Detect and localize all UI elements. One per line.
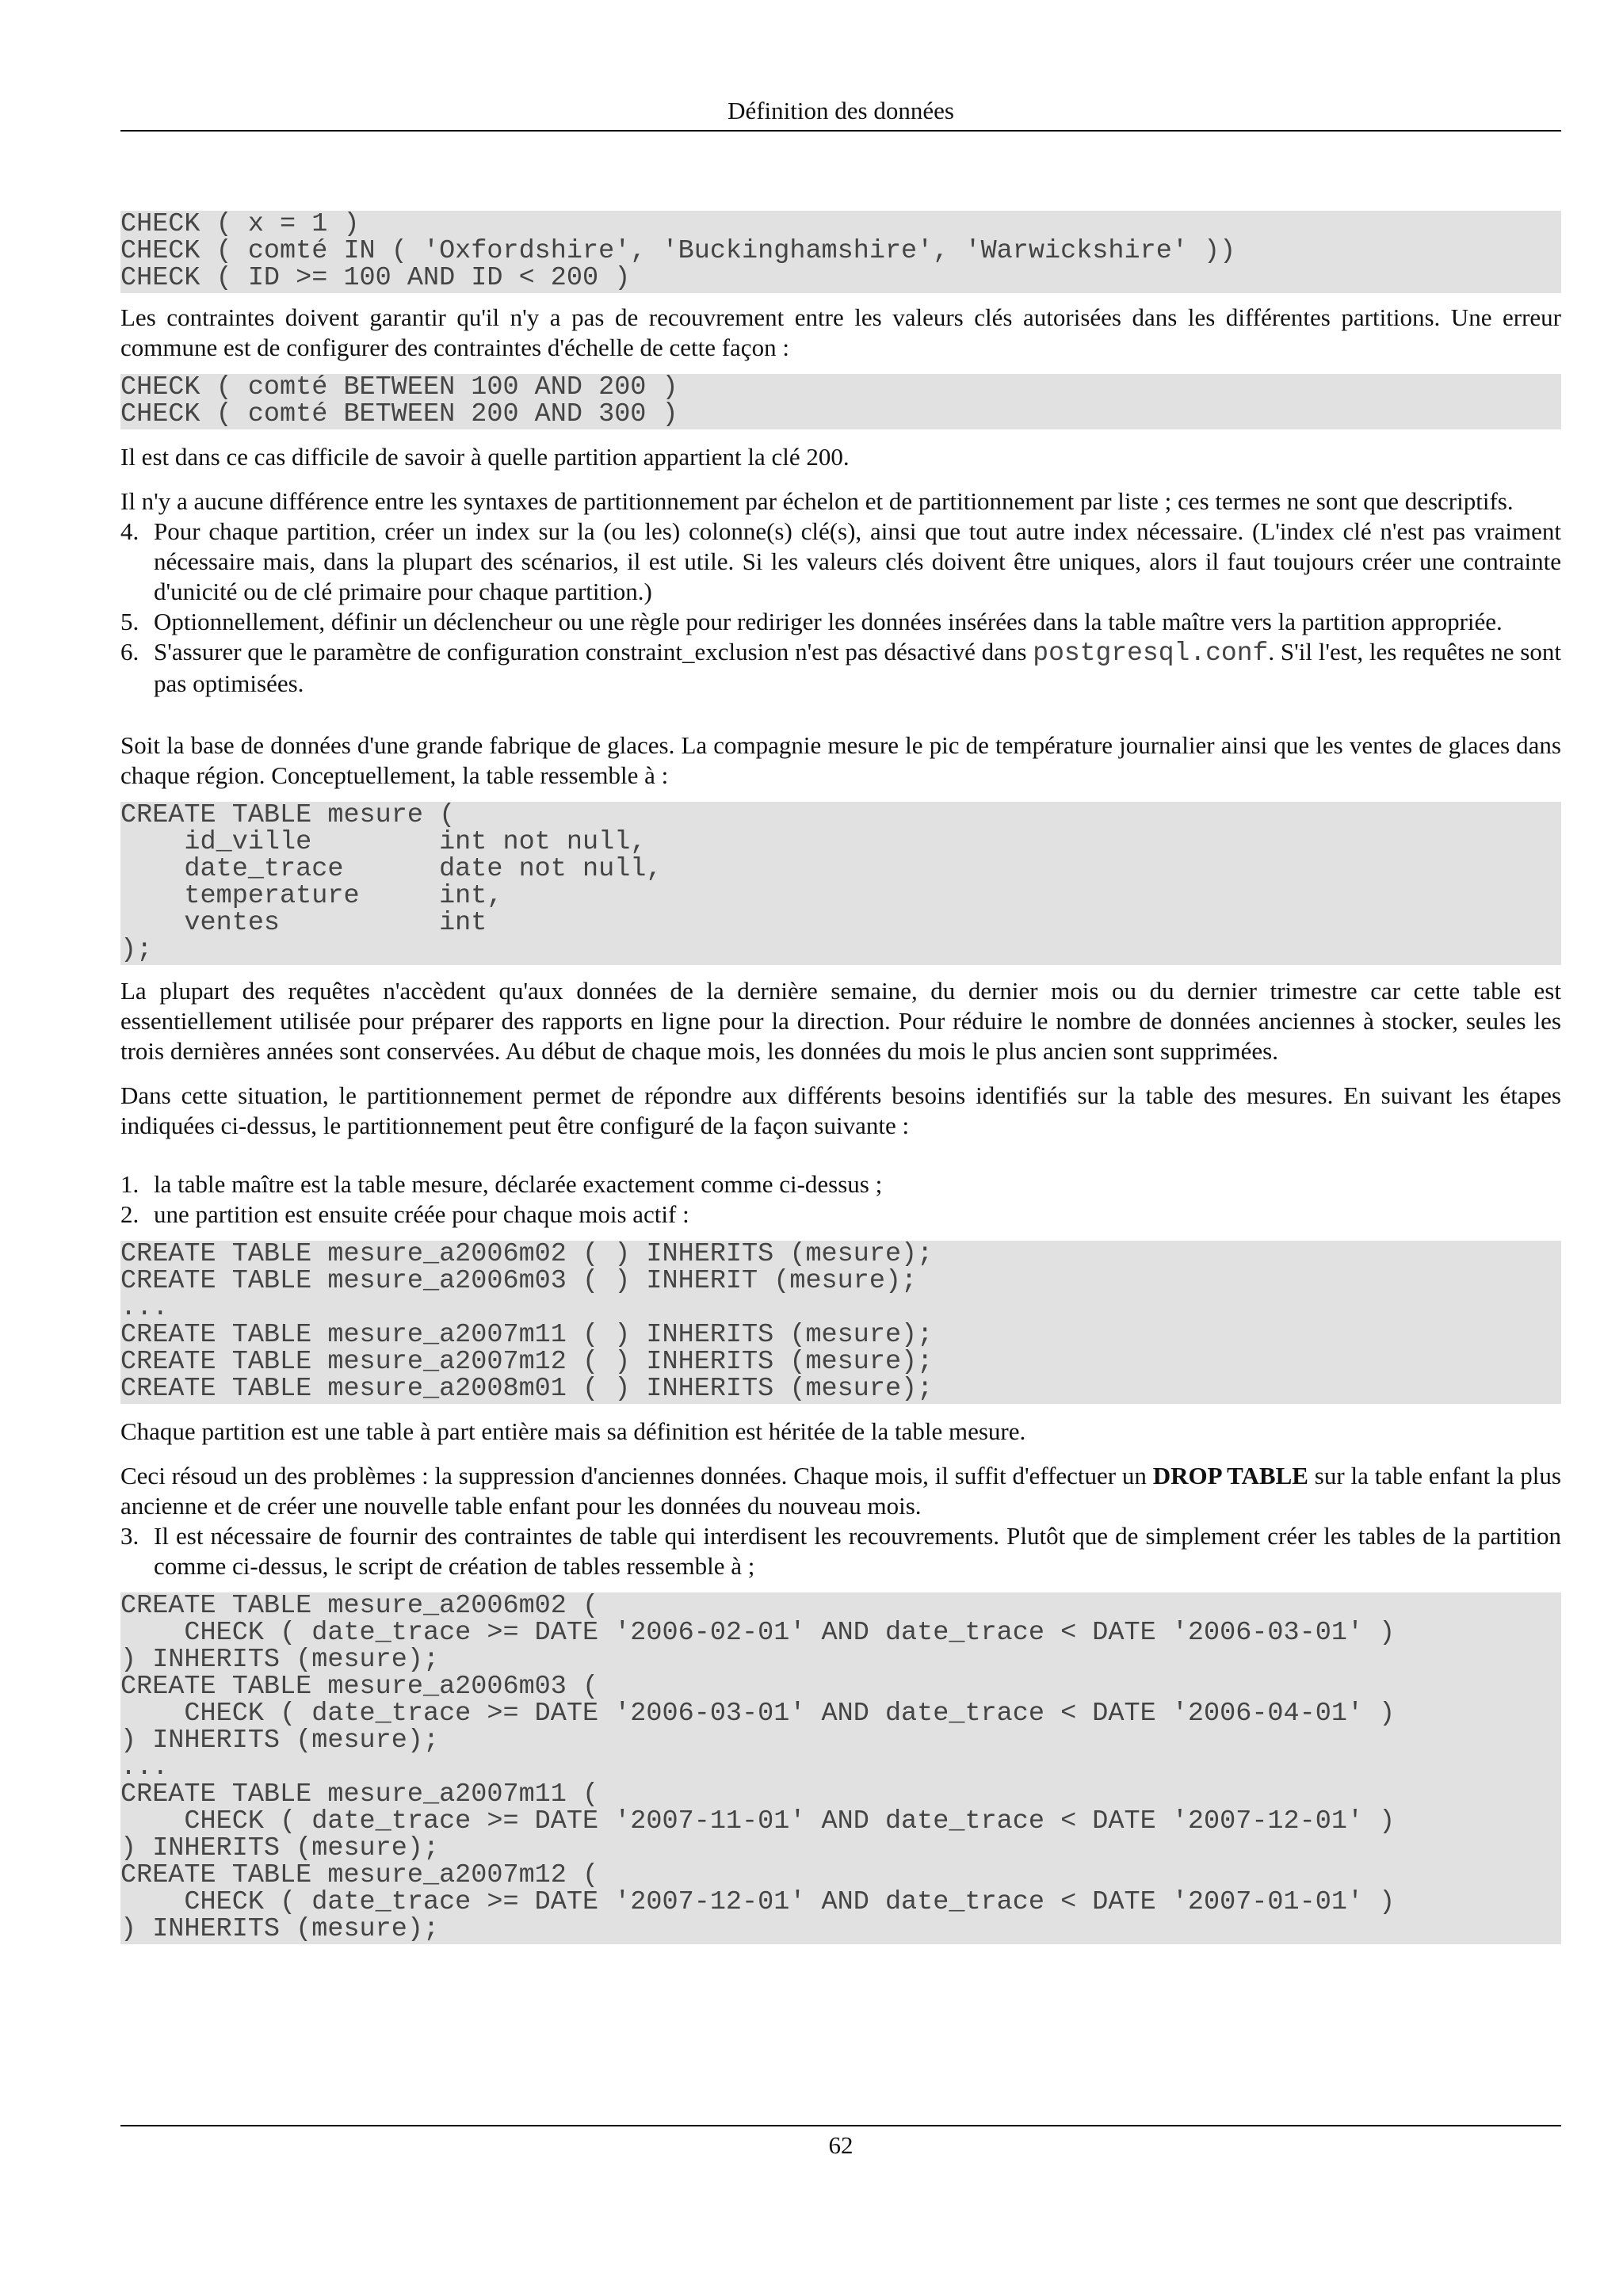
footer-rule xyxy=(120,2125,1561,2126)
steps-list-continued xyxy=(120,517,1561,699)
list-item-number: 3. xyxy=(120,1522,139,1550)
paragraph-ice-cream-example: Soit la base de données d'une grande fabrique de glaces. La compagnie mesure le pic de température journalier ainsi que les ventes de glaces dans chaque région. Conceptuellement, la table ressemble à : xyxy=(120,731,1561,789)
paragraph-overlap-warning: Les contraintes doivent garantir qu'il n'y a pas de recouvrement entre les valeurs clés autorisées dans les différentes partitions. Une erreur commune est de configurer des contraintes d'échelle de cette façon : xyxy=(120,303,1561,361)
list-item-text: une partition est ensuite créée pour chaque mois actif : xyxy=(154,1200,689,1228)
code-block-create-partitions: CREATE TABLE mesure_a2006m02 ( ) INHERITS (mesure); CREATE TABLE mesure_a2006m03 ( ) INHERIT (mesure); ... CREATE TABLE mesure_a2007m11 ( ) INHERITS (mesure); CREATE TABLE mesure_a2007m12 ( ) INHERITS (mesure); CREATE TABLE mesure_a2008m01 ( ) INHERITS (mesure); xyxy=(120,1241,1561,1404)
page-footer xyxy=(120,2128,1561,2163)
list-item-text: Optionnellement, définir un déclencheur ou une règle pour rediriger les données insérées dans la table maître vers la partition appropriée. xyxy=(154,608,1503,635)
paragraph-queries-usage: La plupart des requêtes n'accèdent qu'aux données de la dernière semaine, du dernier mois ou du dernier trimestre car cette table est essentiellement utilisée pour préparer des rapports en ligne pour la direction. Pour réduire le nombre de données anciennes à stocker, seules les trois dernières années sont conservées. Au début de chaque mois, les données du mois le plus ancien sont supprimées. xyxy=(120,977,1561,1065)
constraints-step-list xyxy=(120,1521,1561,1581)
list-item-text: Pour chaque partition, créer un index sur la (ou les) colonne(s) clé(s), ainsi que tout autre index nécessaire. (L'index clé n'est pas vraiment nécessaire mais, dans la plupart des scénarios, il est utile. Si les valeurs clés doivent être uniques, alors il faut toujours créer une contrainte d'unicité ou de clé primaire pour chaque partition.) xyxy=(154,517,1561,605)
list-item xyxy=(120,637,1561,699)
list-item-number: 4. xyxy=(120,517,139,545)
list-item-number: 2. xyxy=(120,1200,139,1228)
list-item xyxy=(120,1169,1561,1199)
page-header xyxy=(120,92,1561,132)
config-file-name: postgresql.conf xyxy=(1033,639,1269,668)
paragraph-text: Ceci résoud un des problèmes : la suppression d'anciennes données. Chaque mois, il suffit d'effectuer un xyxy=(120,1462,1153,1489)
list-item xyxy=(120,607,1561,637)
list-item-number: 5. xyxy=(120,608,139,635)
list-item-text: Il est nécessaire de fournir des contraintes de table qui interdisent les recouvrements. Plutôt que de simplement créer les tables de la partition comme ci-dessus, le script de création de tables ressemble à ; xyxy=(154,1522,1561,1580)
drop-table-keyword: DROP TABLE xyxy=(1152,1462,1308,1489)
page-number: 62 xyxy=(828,2131,854,2159)
list-item-text: S'assurer que le paramètre de configuration constraint_exclusion n'est pas désactivé dans xyxy=(154,638,1033,666)
paragraph-syntax-difference: Il n'y a aucune différence entre les syntaxes de partitionnement par échelon et de partitionnement par liste ; ces termes ne sont que descriptifs. xyxy=(120,487,1514,515)
code-block-check-examples: CHECK ( x = 1 ) CHECK ( comté IN ( 'Oxfordshire', 'Buckinghamshire', 'Warwickshire' )) CHECK ( ID >= 100 AND ID < 200 ) xyxy=(120,211,1561,293)
paragraph-drop-table xyxy=(120,1461,1561,1521)
list-item-text: la table maître est la table mesure, déclarée exactement comme ci-dessus ; xyxy=(154,1170,883,1198)
list-item xyxy=(120,1521,1561,1581)
page-content xyxy=(120,211,1561,1944)
code-block-create-mesure: CREATE TABLE mesure ( id_ville int not null, date_trace date not null, temperature int, ventes int ); xyxy=(120,802,1561,965)
list-item-number: 1. xyxy=(120,1170,139,1198)
list-item-number: 6. xyxy=(120,638,139,666)
paragraph-text: sur la table enfant la plus ancienne et de créer une nouvelle table enfant pour les données du nouveau mois. xyxy=(120,1462,1561,1520)
code-block-between-examples: CHECK ( comté BETWEEN 100 AND 200 ) CHECK ( comté BETWEEN 200 AND 300 ) xyxy=(120,374,1561,429)
header-title: Définition des données xyxy=(727,97,954,124)
paragraph-key-200: Il est dans ce cas difficile de savoir à quelle partition appartient la clé 200. xyxy=(120,443,850,471)
list-item xyxy=(120,1199,1561,1230)
paragraph-partition-definition: Chaque partition est une table à part entière mais sa définition est héritée de la table mesure. xyxy=(120,1417,1026,1445)
code-block-partitions-with-checks: CREATE TABLE mesure_a2006m02 ( CHECK ( date_trace >= DATE '2006-02-01' AND date_trace < DATE '2006-03-01' ) ) INHERITS (mesure); CREATE TABLE mesure_a2006m03 ( CHECK ( date_trace >= DATE '2006-03-01' AND date_trace < DATE '2006-04-01' ) ) INHERITS (mesure); ... CREATE TABLE mesure_a2007m11 ( CHECK ( date_trace >= DATE '2007-11-01' AND date_trace < DATE '2007-12-01' ) ) INHERITS (mesure); CREATE TABLE mesure_a2007m12 ( CHECK ( date_trace >= DATE '2007-12-01' AND date_trace < DATE '2007-01-01' ) ) INHERITS (mesure); xyxy=(120,1592,1561,1944)
list-item-text: . S'il l'est, les requêtes ne sont pas optimisées. xyxy=(154,638,1561,697)
setup-steps-list xyxy=(120,1169,1561,1230)
paragraph-partition-setup: Dans cette situation, le partitionnement permet de répondre aux différents besoins identifiés sur la table des mesures. En suivant les étapes indiquées ci-dessus, le partitionnement peut être configuré de la façon suivante : xyxy=(120,1081,1561,1139)
list-item xyxy=(120,517,1561,607)
